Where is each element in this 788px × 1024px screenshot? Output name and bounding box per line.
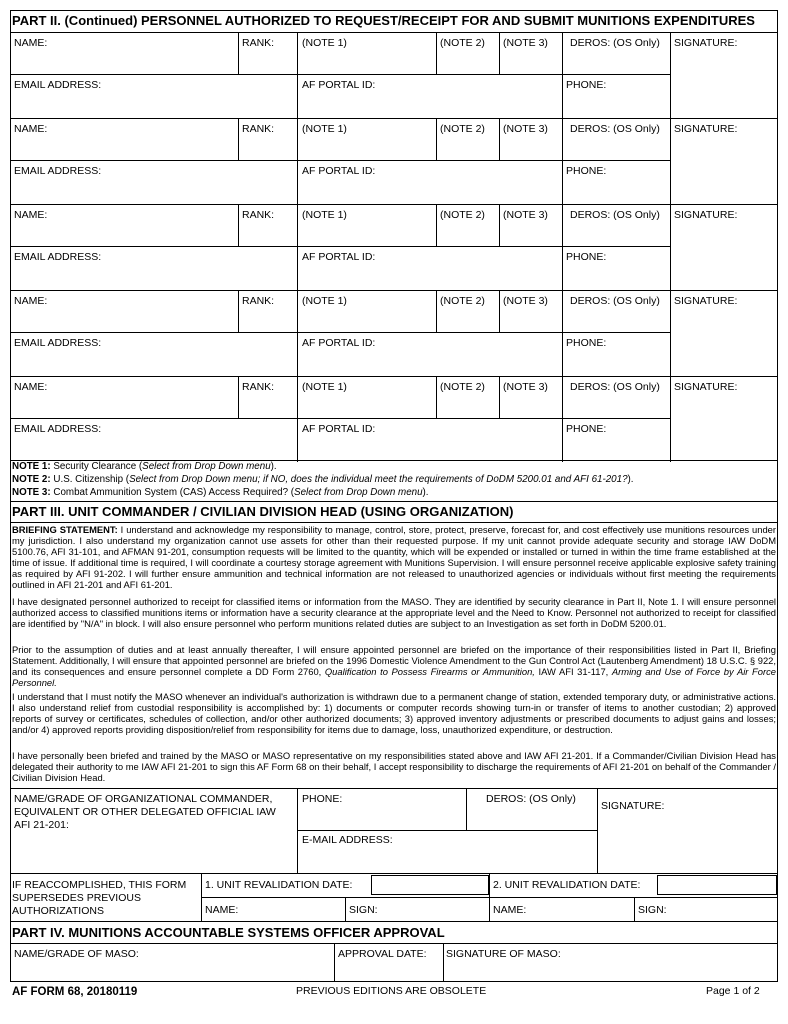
person-2-email-label: EMAIL ADDRESS:	[14, 165, 102, 177]
commander-deros-label: DEROS: (OS Only)	[486, 793, 576, 805]
person-2-cas-access-select[interactable]	[501, 136, 560, 158]
person-2-rank-input[interactable]	[240, 136, 295, 158]
person-1-af-portal-input[interactable]	[299, 92, 560, 116]
person-2-signature-label: SIGNATURE:	[674, 123, 738, 135]
person-1-name-input[interactable]	[12, 50, 236, 72]
commander-email-input[interactable]	[299, 847, 595, 872]
paragraph-annual-briefing: Prior to the assumption of duties and at least annually thereafter, I will ensure appointed personnel are briefed on the importance of their responsibilities listed in Part II, Briefing Statement. Additionally, I will ensure that appointed personnel are briefed on the 1996 Domestic Violence Amendment to the Gun Control Act (Lautenberg Amendment) 18 U.S.C. § 922, and its consequences and ensure personnel complete a DD Form 2760, Qualification to Possess Firearms or Ammunition, IAW AFI 31-117, Arming and Use of Force by Air Force Personnel.	[12, 644, 776, 688]
person-1-phone-input[interactable]	[564, 92, 668, 116]
person-2-security-clearance-label: (NOTE 1)	[302, 123, 347, 135]
person-2-name-label: NAME:	[14, 123, 48, 135]
person-3-email-input[interactable]	[12, 264, 295, 288]
person-1-citizenship-label: (NOTE 2)	[440, 37, 485, 49]
commander-deros-input[interactable]	[468, 806, 596, 830]
person-3-phone-input[interactable]	[564, 264, 668, 288]
part4-title: PART IV. MUNITIONS ACCOUNTABLE SYSTEMS OFFICER APPROVAL	[12, 925, 445, 940]
note-2: NOTE 2: U.S. Citizenship (Select from Drop Down menu; if NO, does the individual meet the requirements of DoDM 5200.01 and AFI 61-201?).	[12, 474, 634, 485]
revalidation-date-1-input[interactable]	[371, 875, 489, 895]
person-1-deros-input[interactable]	[564, 50, 668, 72]
person-4-deros-label: DEROS: (OS Only)	[570, 295, 660, 307]
maso-signature-label: SIGNATURE OF MASO:	[446, 948, 561, 960]
person-3-cas-access-label: (NOTE 3)	[503, 209, 548, 221]
person-4-cas-access-label: (NOTE 3)	[503, 295, 548, 307]
person-3-email-label: EMAIL ADDRESS:	[14, 251, 102, 263]
note-3: NOTE 3: Combat Ammunition System (CAS) Access Required? (Select from Drop Down menu).	[12, 487, 429, 498]
person-1-email-input[interactable]	[12, 92, 295, 116]
obsolete-notice: PREVIOUS EDITIONS ARE OBSOLETE	[296, 985, 487, 997]
person-4-phone-label: PHONE:	[566, 337, 607, 349]
person-1-cas-access-label: (NOTE 3)	[503, 37, 548, 49]
person-1-security-clearance-select[interactable]	[299, 50, 434, 72]
person-2-af-portal-input[interactable]	[299, 178, 560, 202]
person-3-phone-label: PHONE:	[566, 251, 607, 263]
person-1-phone-label: PHONE:	[566, 79, 607, 91]
reaccomplished-label-2: SUPERSEDES PREVIOUS	[12, 892, 141, 904]
person-1-signature-label: SIGNATURE:	[674, 37, 738, 49]
person-2-phone-label: PHONE:	[566, 165, 607, 177]
person-2-deros-input[interactable]	[564, 136, 668, 158]
person-1-email-label: EMAIL ADDRESS:	[14, 79, 102, 91]
person-5-citizenship-select[interactable]	[438, 394, 497, 416]
person-5-cas-access-label: (NOTE 3)	[503, 381, 548, 393]
person-5-cas-access-select[interactable]	[501, 394, 560, 416]
person-5-security-clearance-select[interactable]	[299, 394, 434, 416]
person-4-security-clearance-label: (NOTE 1)	[302, 295, 347, 307]
person-5-name-input[interactable]	[12, 394, 236, 416]
person-4-rank-input[interactable]	[240, 308, 295, 330]
person-5-email-label: EMAIL ADDRESS:	[14, 423, 102, 435]
revalidation-date-2-input[interactable]	[657, 875, 777, 895]
person-3-signature-label: SIGNATURE:	[674, 209, 738, 221]
person-3-rank-input[interactable]	[240, 222, 295, 244]
maso-name-input[interactable]	[12, 962, 332, 980]
person-3-cas-access-select[interactable]	[501, 222, 560, 244]
person-3-security-clearance-select[interactable]	[299, 222, 434, 244]
commander-email-label: E-MAIL ADDRESS:	[302, 834, 393, 846]
person-5-phone-label: PHONE:	[566, 423, 607, 435]
revalidation-1-name-label: NAME:	[205, 904, 239, 916]
person-2-deros-label: DEROS: (OS Only)	[570, 123, 660, 135]
person-4-signature-field[interactable]	[672, 308, 776, 374]
person-5-security-clearance-label: (NOTE 1)	[302, 381, 347, 393]
commander-phone-label: PHONE:	[302, 793, 343, 805]
person-5-signature-label: SIGNATURE:	[674, 381, 738, 393]
maso-signature-field[interactable]	[445, 962, 776, 980]
revalidation-date-1-label: 1. UNIT REVALIDATION DATE:	[205, 879, 353, 891]
person-3-name-input[interactable]	[12, 222, 236, 244]
person-2-citizenship-select[interactable]	[438, 136, 497, 158]
reaccomplished-label-3: AUTHORIZATIONS	[12, 905, 104, 917]
person-5-af-portal-input[interactable]	[299, 436, 560, 460]
person-3-deros-label: DEROS: (OS Only)	[570, 209, 660, 221]
commander-name-label-3: AFI 21-201:	[14, 819, 69, 831]
person-3-citizenship-select[interactable]	[438, 222, 497, 244]
person-5-citizenship-label: (NOTE 2)	[440, 381, 485, 393]
person-3-af-portal-label: AF PORTAL ID:	[302, 251, 376, 263]
person-3-citizenship-label: (NOTE 2)	[440, 209, 485, 221]
person-2-email-input[interactable]	[12, 178, 295, 202]
paragraph-personally-briefed: I have personally been briefed and trained by the MASO or MASO representative on my responsibilities stated above and IAW AFI 21-201. If a Commander/Civilian Division Head has delegated their authority to me IAW AFI 21-201 to sign this AF Form 68 on their behalf, I accept responsibility to discharge the requirements of AFI 21-201 on behalf of the Commander / Civilian Division Head.	[12, 750, 776, 783]
person-1-rank-input[interactable]	[240, 50, 295, 72]
person-3-security-clearance-label: (NOTE 1)	[302, 209, 347, 221]
revalidation-2-sign-field[interactable]	[670, 900, 776, 919]
person-4-cas-access-select[interactable]	[501, 308, 560, 330]
person-4-email-label: EMAIL ADDRESS:	[14, 337, 102, 349]
revalidation-1-sign-label: SIGN:	[349, 904, 378, 916]
person-1-deros-label: DEROS: (OS Only)	[570, 37, 660, 49]
person-5-phone-input[interactable]	[564, 436, 668, 460]
person-4-af-portal-label: AF PORTAL ID:	[302, 337, 376, 349]
person-4-signature-label: SIGNATURE:	[674, 295, 738, 307]
person-3-rank-label: RANK:	[242, 209, 275, 221]
page-number: Page 1 of 2	[706, 985, 760, 997]
note-1: NOTE 1: Security Clearance (Select from Drop Down menu).	[12, 461, 277, 472]
revalidation-1-sign-field[interactable]	[381, 900, 487, 919]
commander-signature-label: SIGNATURE:	[601, 800, 665, 812]
person-1-cas-access-select[interactable]	[501, 50, 560, 72]
commander-name-input[interactable]	[12, 832, 295, 872]
person-4-citizenship-label: (NOTE 2)	[440, 295, 485, 307]
maso-name-label: NAME/GRADE OF MASO:	[14, 948, 139, 960]
person-1-security-clearance-label: (NOTE 1)	[302, 37, 347, 49]
person-3-signature-field[interactable]	[672, 222, 776, 288]
person-2-phone-input[interactable]	[564, 178, 668, 202]
form-id: AF FORM 68, 20180119	[12, 986, 138, 998]
person-4-name-label: NAME:	[14, 295, 48, 307]
person-5-name-label: NAME:	[14, 381, 48, 393]
person-5-signature-field[interactable]	[672, 394, 776, 460]
person-1-af-portal-label: AF PORTAL ID:	[302, 79, 376, 91]
person-3-name-label: NAME:	[14, 209, 48, 221]
person-4-citizenship-select[interactable]	[438, 308, 497, 330]
revalidation-1-name-input[interactable]	[241, 900, 343, 919]
commander-signature-field[interactable]	[599, 814, 776, 872]
paragraph-classified: I have designated personnel authorized to receipt for classified items or information from the MASO. They are identified by security clearance in Part II, Note 1. I will ensure personnel authorized access to classified munitions items or information have a security clearance at the appropriate level and the Need to Know. Personnel not authorized to receipt for classified are identified by "N/A" in block. I will also ensure personnel who perform munitions related duties are subject to an Investigation as set forth in DoDM 5200.01.	[12, 596, 776, 629]
person-2-cas-access-label: (NOTE 3)	[503, 123, 548, 135]
paragraph-notify-maso: I understand that I must notify the MASO whenever an individual's authorization is withdrawn due to a permanent change of station, extended temporary duty, or administrative actions. I also understand relief from custodial responsibility is accomplished by: 1) documents or computer records showing turn-in or transfer of items to another custodian; 2) approved reports of survey or certificates, schedules of collection, and/or other authorized documents; 3) approved inventory adjustments or prescribed documents to adjust gains and losses; and/or 4) approved reports providing disposition/relief from responsibility for items due to damage, loss, unauthorized expenditure, or destruction.	[12, 691, 776, 735]
person-4-af-portal-input[interactable]	[299, 350, 560, 374]
person-1-citizenship-select[interactable]	[438, 50, 497, 72]
person-2-rank-label: RANK:	[242, 123, 275, 135]
briefing-statement: BRIEFING STATEMENT: I understand and acknowledge my responsibility to manage, control, store, protect, preserve, forecast for, and cost effectively use munitions resources under my jurisdiction. I also understand my organization cannot use assets for other than their requested purpose. If my unit cannot provide adequate security and storage IAW DoDM 5100.76, AFI 31-101, and AFMAN 91-201, consumption requests will be limited to the quantity, which will be expended or installed or turned in within the time frame established at the time of issue. If additional time is required, I will coordinate a courtesy storage agreement with Munitions Supervision. I will ensure personnel receive applicable explosive safety training as required by AFI 91-202. I will further ensure ammunition and technical information are not released to unauthorized agencies or individuals without first meeting the requirements outlined in AFI 21-201 and AFI 61-201.	[12, 524, 777, 590]
person-4-rank-label: RANK:	[242, 295, 275, 307]
revalidation-date-2-label: 2. UNIT REVALIDATION DATE:	[493, 879, 641, 891]
revalidation-2-name-input[interactable]	[529, 900, 632, 919]
commander-name-label-2: EQUIVALENT OR OTHER DELEGATED OFFICIAL IAW	[14, 806, 276, 818]
person-2-citizenship-label: (NOTE 2)	[440, 123, 485, 135]
person-4-deros-input[interactable]	[564, 308, 668, 330]
person-4-security-clearance-select[interactable]	[299, 308, 434, 330]
person-2-security-clearance-select[interactable]	[299, 136, 434, 158]
part3-title: PART III. UNIT COMMANDER / CIVILIAN DIVISION HEAD (USING ORGANIZATION)	[12, 504, 514, 519]
approval-date-label: APPROVAL DATE:	[338, 948, 427, 960]
person-1-signature-field[interactable]	[672, 50, 776, 116]
person-3-deros-input[interactable]	[564, 222, 668, 244]
person-2-signature-field[interactable]	[672, 136, 776, 202]
person-1-name-label: NAME:	[14, 37, 48, 49]
part2-title: PART II. (Continued) PERSONNEL AUTHORIZED TO REQUEST/RECEIPT FOR AND SUBMIT MUNITIONS EXPENDITURES	[12, 13, 755, 28]
person-4-name-input[interactable]	[12, 308, 236, 330]
person-2-af-portal-label: AF PORTAL ID:	[302, 165, 376, 177]
approval-date-input[interactable]	[336, 962, 441, 980]
revalidation-2-sign-label: SIGN:	[638, 904, 667, 916]
commander-name-label-1: NAME/GRADE OF ORGANIZATIONAL COMMANDER,	[14, 793, 273, 805]
revalidation-2-name-label: NAME:	[493, 904, 527, 916]
person-5-af-portal-label: AF PORTAL ID:	[302, 423, 376, 435]
person-5-deros-label: DEROS: (OS Only)	[570, 381, 660, 393]
reaccomplished-label-1: IF REACCOMPLISHED, THIS FORM	[12, 879, 187, 891]
person-3-af-portal-input[interactable]	[299, 264, 560, 288]
person-1-rank-label: RANK:	[242, 37, 275, 49]
person-4-email-input[interactable]	[12, 350, 295, 374]
person-5-email-input[interactable]	[12, 436, 295, 460]
commander-phone-input[interactable]	[299, 806, 464, 830]
person-5-rank-label: RANK:	[242, 381, 275, 393]
person-5-deros-input[interactable]	[564, 394, 668, 416]
person-5-rank-input[interactable]	[240, 394, 295, 416]
person-2-name-input[interactable]	[12, 136, 236, 158]
person-4-phone-input[interactable]	[564, 350, 668, 374]
